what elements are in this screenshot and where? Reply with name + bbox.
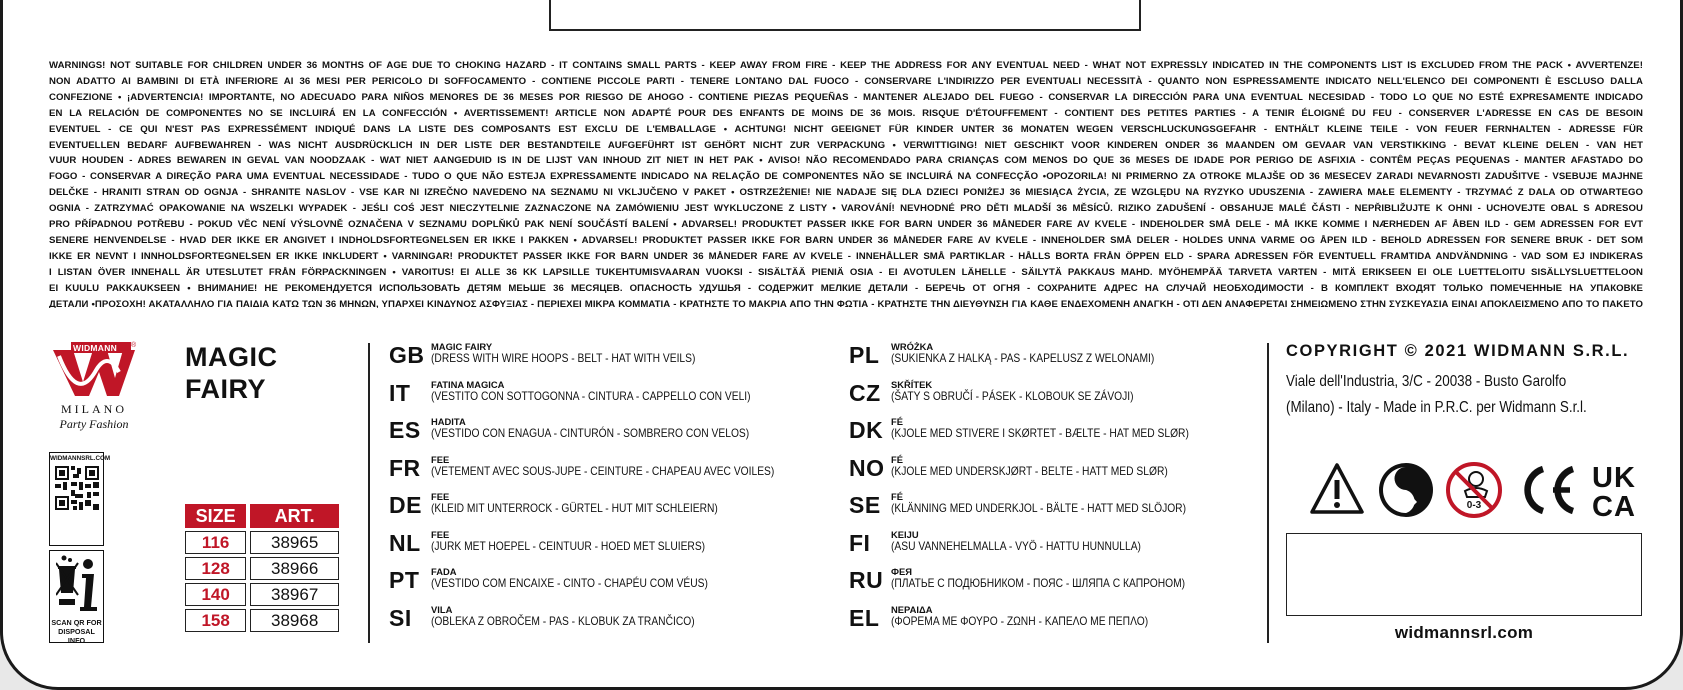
language-code: FR xyxy=(389,454,421,481)
language-product-desc: (KLÄNNING MED UNDERKJOL - BÄLTE - HATT MED SLÖJOR) xyxy=(891,501,1187,515)
language-product-desc: (KLEID MIT UNTERROCK - GÜRTEL - HUT MIT SCHLEIERN) xyxy=(431,501,718,515)
language-row-gb xyxy=(389,341,829,375)
language-product-name: FEE xyxy=(431,491,450,502)
table-row xyxy=(185,583,339,606)
language-product-name: FEE xyxy=(431,453,450,465)
registered-icon: ® xyxy=(131,342,137,349)
language-code: SI xyxy=(389,604,412,631)
barcode-area-box xyxy=(1286,533,1642,616)
language-product-name: HADITA xyxy=(431,416,466,427)
language-product-desc: (DRESS WITH WIRE HOOPS - BELT - HAT WITH VEILS) xyxy=(431,351,696,365)
language-product-name: FÉ xyxy=(891,416,903,427)
art-cell: 38966 xyxy=(250,557,339,580)
warning-line: I LISTAN ÖVER INNEHALL ÄR UTESLUTET FRÅN FÖRPACKNINGEN • VAROITUS! EI ALLE 36 KK LAPSILLE TUKEHTUMISVAARAN VUOKSI - SISÄLTÄÄ PIENIÄ OSIA - EI AVOTULEN LÄHELLE - SÄILYTÄ PAKKAUS MAHD. MYÖHEMPÄÄ TARVETA VARTEN - MITÄ ERIKSEEN EI OLE LUETTELOITU SISÄLLYSLUETTELOON xyxy=(49,266,1643,278)
language-row-se xyxy=(849,491,1289,525)
qr-url: WIDMANNSRL.COM xyxy=(50,455,111,462)
warning-line: IKKE ER NEVNT I INNHOLDSFORTEGNELSEN ER IKKE INKLUDERT • VARNINGAR! PRODUKTET PASSER IKKE FOR BARN UNDER 36 MÅNEDER FARE AV KVELE - INNEHÅLLER SMÅ PARTIKLAR - HÅLLS BORTA FRÅN ÖPPEN ELD - SPARA ADRESSEN FÖR EVENTUELL FRAMTIDA ANDVÄNDNING - VAD SOM EJ INDIKERAS xyxy=(49,250,1643,262)
disposal-info-box[interactable] xyxy=(49,550,104,643)
language-product-name: SKŘÍTEK xyxy=(891,378,933,390)
language-product-desc: (ASU VANNEHELMALLA - VYÖ - HATTU HUNNULLA) xyxy=(891,538,1141,553)
warning-line: WARNINGS! NOT SUITABLE FOR CHILDREN UNDER 36 MONTHS OF AGE DUE TO CHOKING HAZARD - IT CONTAINS SMALL PARTS - KEEP AWAY FROM FIRE - KEEP THE ADDRESS FOR ANY EVENTUAL NEED - WHAT NOT EXPRESSLY INDICATED IN THE COMPONENTS LIST IS EXCLUDED FROM THE PACK • AVVERTENZE! xyxy=(49,60,1643,71)
language-code: ES xyxy=(389,417,421,443)
language-product-desc: (JURK MET HOEPEL - CEINTUUR - HOED MET SLUIERS) xyxy=(431,538,706,553)
language-code: DK xyxy=(849,417,884,443)
language-product-desc: (ПЛАТЬЕ С ПОДЮБНИКОМ - ПОЯС - ШЛЯПА С КАПРОНОМ) xyxy=(891,576,1186,590)
copyright-title: COPYRIGHT © 2021 WIDMANN S.R.L. xyxy=(1286,342,1630,360)
language-row-fr xyxy=(389,454,829,488)
top-label-box xyxy=(549,0,1141,31)
product-title: MAGIC FAIRY xyxy=(185,342,278,404)
language-product-name: FÉ xyxy=(891,491,903,502)
size-header: SIZE xyxy=(185,504,246,528)
company-address: Viale dell'Industria, 3/C - 20038 - Busto Garolfo (Milano) - Italy - Made in P.R.C. per Widmann S.r.l. xyxy=(1286,373,1587,416)
warning-line: PRO PŘÍPADNOU POTŘEBU - POKUD VĚC NENÍ VÝSLOVNĚ OZNAČENA V SEZNAMU DOPLŇKŮ PAK NENÍ SOUČÁSTÍ BALENÍ • ADVARSEL! PRODUKTET PASSER IKKE FOR BARN UNDER 36 MÅNEDER FARE AV KVELE - INDEHOLDER SMÅ DELE - MÅ IKKE KOMME I NÆRHEDEN AF ÅBEN ILD - GEM ADRESSEN FOR EVT xyxy=(49,219,1643,231)
art-header: ART. xyxy=(250,504,339,528)
warning-line: EI KUULU PAKKAUKSEEN • ВНИМАНИЕ! НЕ РЕКОМЕНДУЕТСЯ ИСПОЛЬЗОВАТЬ ДЕТЯМ МЕЬШЕ 36 МЕСЯЦЕВ. ОПАСНОСТЬ УДУШЬЯ - СОДЕРЖИТ МЕЛКИЕ ДЕТАЛИ - БЕРЕЧЬ ОТ ОГНЯ - СОХРАНИТЕ АДРЕС НА СЛУЧАЙ НЕОБХОДИМОСТИ - В КОМПЛЕКТ ВХОДЯТ ТОЛЬКО ПОМЕЧЕННЫЕ НА УПАКОВКЕ xyxy=(49,282,1643,294)
size-table xyxy=(181,501,343,635)
table-row xyxy=(185,557,339,580)
warning-line: SENERE HENVENDELSE - HVAD DER IKKE ER ANGIVET I INDHOLDSFORTEGNELSEN ER IKKE I PAKKEN • ADVARSEL! PRODUKTET PASSER IKKE FOR BARN UNDER 36 MÅNEDER FARE AV KVELE - INNEHOLDER SMÅ DELER - HOLDES UNNA VARME OG ÅPEN ILD - BEHOLD ADRESSEN FOR SENERE BRUK - DET SOM xyxy=(49,234,1643,246)
size-cell: 158 xyxy=(185,609,246,632)
language-product-name: ФЕЯ xyxy=(891,566,912,577)
ukca-bottom: CA xyxy=(1592,491,1636,521)
art-cell: 38968 xyxy=(250,609,339,632)
language-code: PL xyxy=(849,342,880,368)
language-code: PT xyxy=(389,567,420,593)
warning-line: VUUR HOUDEN - ADRES BEWAREN IN GEVAL VAN NOODZAAK - WAT NIET AANGEDUID IS IN DE LIJST VAN INHOUD ZIT NIET IN HET PAK • AVISO! NÃO RECOMENDADO PARA CRIANÇAS COM MENOS DO QUE 36 MESES DE IDADE POR PERIGO DE ASFIXIA - CONTÊM PEÇAS PEQUENAS - MANTER AFASTADO DO xyxy=(49,155,1643,167)
language-code: EL xyxy=(849,604,880,631)
not-for-under-3-icon xyxy=(1445,461,1503,519)
language-row-no xyxy=(849,454,1289,488)
divider xyxy=(368,343,370,643)
language-product-desc: (OBLEKA Z OBROČEM - PAS - KLOBUK ZA TRANČICO) xyxy=(431,613,695,628)
language-product-desc: (ΦΟΡΕΜΑ ΜΕ ΦΟΥΡΟ - ΖΩΝΗ - ΚΑΠΕΛΟ ΜΕ ΠΕΠΛΟ) xyxy=(891,613,1149,628)
language-code: CZ xyxy=(849,379,881,406)
language-row-ru xyxy=(849,566,1289,600)
disposal-caption: SCAN QR FOR DISPOSAL INFO xyxy=(51,618,102,645)
ce-mark-icon xyxy=(1515,461,1577,519)
language-row-de xyxy=(389,491,829,525)
language-row-fi xyxy=(849,529,1289,563)
language-product-desc: (SUKIENKA Z HALKĄ - PAS - KAPELUSZ Z WELONAMI) xyxy=(891,351,1155,365)
language-product-desc: (VESTIDO CON ENAGUA - CINTURÓN - SOMBRERO CON VELOS) xyxy=(431,426,750,440)
language-product-desc: (VESTITO CON SOTTOGONNA - CINTURA - CAPPELLO CON VELI) xyxy=(431,388,751,403)
logo-city: MILANO xyxy=(61,402,127,416)
art-cell: 38965 xyxy=(250,531,339,554)
ukca-mark-icon xyxy=(1585,461,1643,521)
language-code: FI xyxy=(849,529,871,556)
language-code: SE xyxy=(849,492,881,518)
size-cell: 128 xyxy=(185,557,246,580)
language-row-nl xyxy=(389,529,829,563)
language-code: NL xyxy=(389,529,421,556)
language-product-name: ΝΕΡΑΙΔΑ xyxy=(891,603,933,615)
green-dot-recycle-icon xyxy=(1377,461,1435,519)
disposal-info-icon xyxy=(56,555,99,613)
size-cell: 116 xyxy=(185,531,246,554)
language-row-el xyxy=(849,604,1289,638)
qr-code-box[interactable] xyxy=(49,452,111,546)
widmann-logo xyxy=(49,342,139,434)
website[interactable]: widmannsrl.com xyxy=(1394,623,1534,642)
language-product-desc: (VESTIDO COM ENCAIXE - CINTO - CHAPÉU COM VÉUS) xyxy=(431,576,708,590)
language-product-name: MAGIC FAIRY xyxy=(431,341,493,352)
language-row-es xyxy=(389,416,829,450)
age-label: 0-3 xyxy=(1466,500,1482,511)
language-product-desc: (KJOLE MED STIVERE I SKØRTET - BÆLTE - HAT MED SLØR) xyxy=(891,426,1189,440)
warning-line: NON ADATTO AI BAMBINI DI ETÀ INFERIORE AI 36 MESI PER PERICOLO DI SOFFOCAMENTO - CONTIENE PICCOLE PARTI - TENERE LONTANO DAL FUOCO - CONSERVARE L'INDIRIZZO PER EVENTUALI NECESSITÀ - QUANTO NON ESPRESSAMENTE INDICATO NELL'ELENCO DEI COMPONENTI È ESCLUSO DALLA xyxy=(49,75,1643,87)
table-row xyxy=(185,531,339,554)
ukca-top: UK xyxy=(1592,462,1636,494)
warning-line: EN LA RELACIÓN DE COMPONENTES NO SE INCLUIRÁ EN LA CONFECCIÓN • AVERTISSEMENT! ARTICLE NON ADAPTÉ POUR DES ENFANTS DE MOINS DE 36 MOIS. RISQUE D'ÉTOUFFEMENT - CONTIENT DES PETITES PARTIES - A TENIR ÉLOIGNÉ DU FEU - CONSERVER L'ADRESSE EN CAS DE BESOIN xyxy=(49,107,1643,119)
safety-symbols xyxy=(1309,461,1643,523)
language-row-dk xyxy=(849,416,1289,450)
language-code: NO xyxy=(849,454,885,481)
table-row xyxy=(185,609,339,632)
language-code: IT xyxy=(389,379,411,406)
language-product-name: FEE xyxy=(431,528,450,540)
language-product-name: KEIJU xyxy=(891,528,919,540)
art-cell: 38967 xyxy=(250,583,339,606)
language-product-desc: (ŠATY S OBRUČÍ - PÁSEK - KLOBOUK SE ZÁVOJI) xyxy=(891,388,1134,403)
warning-line: DELČKE - HRANITI STRAN OD OGNJA - SHRANITE NASLOV - VSE KAR NI IZREČNO NAVEDENO NA SEZNAMU NI VKLJUČENO V PAKET • OSTRZEŻENIE! NIE NADAJE SIĘ DLA DZIECI PONIŻEJ 36 MIESIĄCA ŻYCIA, ZE WZGLĘDU NA RYZYKO UDUSZENIA - ZAWIERA MAŁE ELEMENTY - TRZYMAĆ Z DALA OD OTWARTEGO xyxy=(49,187,1643,199)
language-code: GB xyxy=(389,342,425,368)
language-code: RU xyxy=(849,567,884,593)
language-product-name: FADA xyxy=(431,566,457,577)
logo-wordmark: WIDMANN xyxy=(73,343,118,353)
language-row-pl xyxy=(849,341,1289,375)
warning-triangle-icon xyxy=(1309,461,1365,517)
warning-line: FOGO - CONSERVAR A DIREÇÃO PARA UMA EVENTUAL NECESSIDADE - TUDO O QUE NÃO ESTEJA EXPRESSAMENTE INDICADO NA RELAÇÃO DE COMPONENTES NÃO SE INCLUIRÁ NA CONFECÇÃO •OPOZORILA! NI PRIMERNO ZA OTROKE MLAJŠE OD 36 MESECEV ZARADI NEVARNOSTI ZADUŠITVE - VSEBUJE MAJHNE xyxy=(49,171,1643,183)
language-product-name: FÉ xyxy=(891,453,903,465)
language-row-it xyxy=(389,379,829,413)
warning-line: ДЕТАЛИ •ΠΡΟΣΟΧΗ! ΑΚΑΤΑΛΛΗΛΟ ΓΙΑ ΠΑΙΔΙΑ ΚΑΤΩ ΤΩΝ 36 ΜΗΝΩΝ, ΥΠΑΡΧΕΙ ΚΙΝΔΥΝΟΣ ΑΣΦΥΞΙΑΣ - ΠΕΡΙΕΧΕΙ ΜΙΚΡΑ ΚΟΜΜΑΤΙΑ - ΚΡΑΤΗΣΤΕ ΤΟ ΜΑΚΡΙΑ ΑΠΟ ΤΗΝ ΦΩΤΙΑ - ΚΡΑΤΗΣΤΕ ΤΗΝ ΔΙΕΥΘΥΝΣΗ ΓΙΑ ΚΑΘΕ ΕΝΔΕΧΟΜΕΝΗ ΑΝΑΓΚΗ - ΟΤΙ ΔΕΝ ΑΝΑΦΕΡΕΤΑΙ ΣΗΜΕΙΩΜΕΝΟ ΣΤΗΝ ΣΥΣΚΕΥΑΣΙΑ ΕΙΝΑΙ ΑΠΟΚΛΕΙΣΜΕΝΟ ΑΠΟ ΤΟ ΠΑΚΕΤΟ xyxy=(49,298,1643,308)
warning-line: CONFEZIONE • ¡ADVERTENCIA! IMPORTANTE, NO ADECUADO PARA NIÑOS MENORES DE 36 MESES POR RIESGO DE AHOGO - CONTIENE PIEZAS PEQUEÑAS - MANTENER ALEJADO DEL FUEGO - CONSERVAR LA DIRECCIÓN PARA UNA EVENTUAL NECESIDAD - TODO LO QUE NO ESTÉ EXPRESAMENTE INDICADO xyxy=(49,91,1643,103)
language-row-cz xyxy=(849,379,1289,413)
language-product-name: WRÓŻKA xyxy=(891,341,934,352)
language-product-name: FATINA MAGICA xyxy=(431,378,505,390)
language-row-pt xyxy=(389,566,829,600)
language-code: DE xyxy=(389,492,422,518)
logo-tagline: Party Fashion xyxy=(59,417,129,431)
language-product-desc: (KJOLE MED UNDERSKJØRT - BELTE - HATT MED SLØR) xyxy=(891,463,1168,478)
warning-line: OGNIA - ZATRZYMAĆ OPAKOWANIE NA WSZELKI WYPADEK - JEŚLI COŚ JEST NIECZYTELNIE ZAZNACZONE NA ZAMÓWIENIU JEST WYKLUCZONE Z LISTY • VAROVÁNÍ! NEVHODNÉ PRO DĚTI MLADŠÍ 36 MĚSÍCŮ. RIZIKO ZADUŠENÍ - OBSAHUJE MALÉ ČÁSTI - NEPŘIBLIŽUJTE K OHNI - UCHOVEJTE OBAL S ADRESOU xyxy=(49,203,1643,215)
language-row-si xyxy=(389,604,829,638)
warnings-text xyxy=(49,58,1643,308)
size-cell: 140 xyxy=(185,583,246,606)
warning-line: EVENTUEL - CE QUI N'EST PAS EXPRESSÉMENT INDIQUÉ DANS LA LISTE DES COMPOSANTS EST EXCLU DE L'EMBALLAGE • ACHTUNG! NICHT GEEIGNET FÜR KINDER UNTER 36 MONATEN WEGEN VERSCHLUCKUNGSGEFAHR - ENTHÄLT KLEINE TEILE - VON FEUER FERNHALTEN - ADRESSE FÜR xyxy=(49,123,1643,135)
warning-line: EVENTUELLEN BEDARF AUFBEWAHREN - WAS NICHT AUSDRÜCKLICH IN DER LISTE DER BESTANDTEILE AUFGEFÜHRT IST GEHÖRT NICHT ZUR VERPACKUNG • VERWITTIGING! NIET GESCHIKT VOOR KINDEREN ONDER 36 MAANDEN OM GEVAAR VAN VERSTIKKING - BEVAT KLEINE DELEN - VAN HET xyxy=(49,139,1643,151)
qr-code-icon xyxy=(55,466,99,510)
language-product-desc: (VETEMENT AVEC SOUS-JUPE - CEINTURE - CHAPEAU AVEC VOILES) xyxy=(431,463,775,478)
language-product-name: VILA xyxy=(431,603,453,615)
copyright-block xyxy=(1286,342,1642,421)
